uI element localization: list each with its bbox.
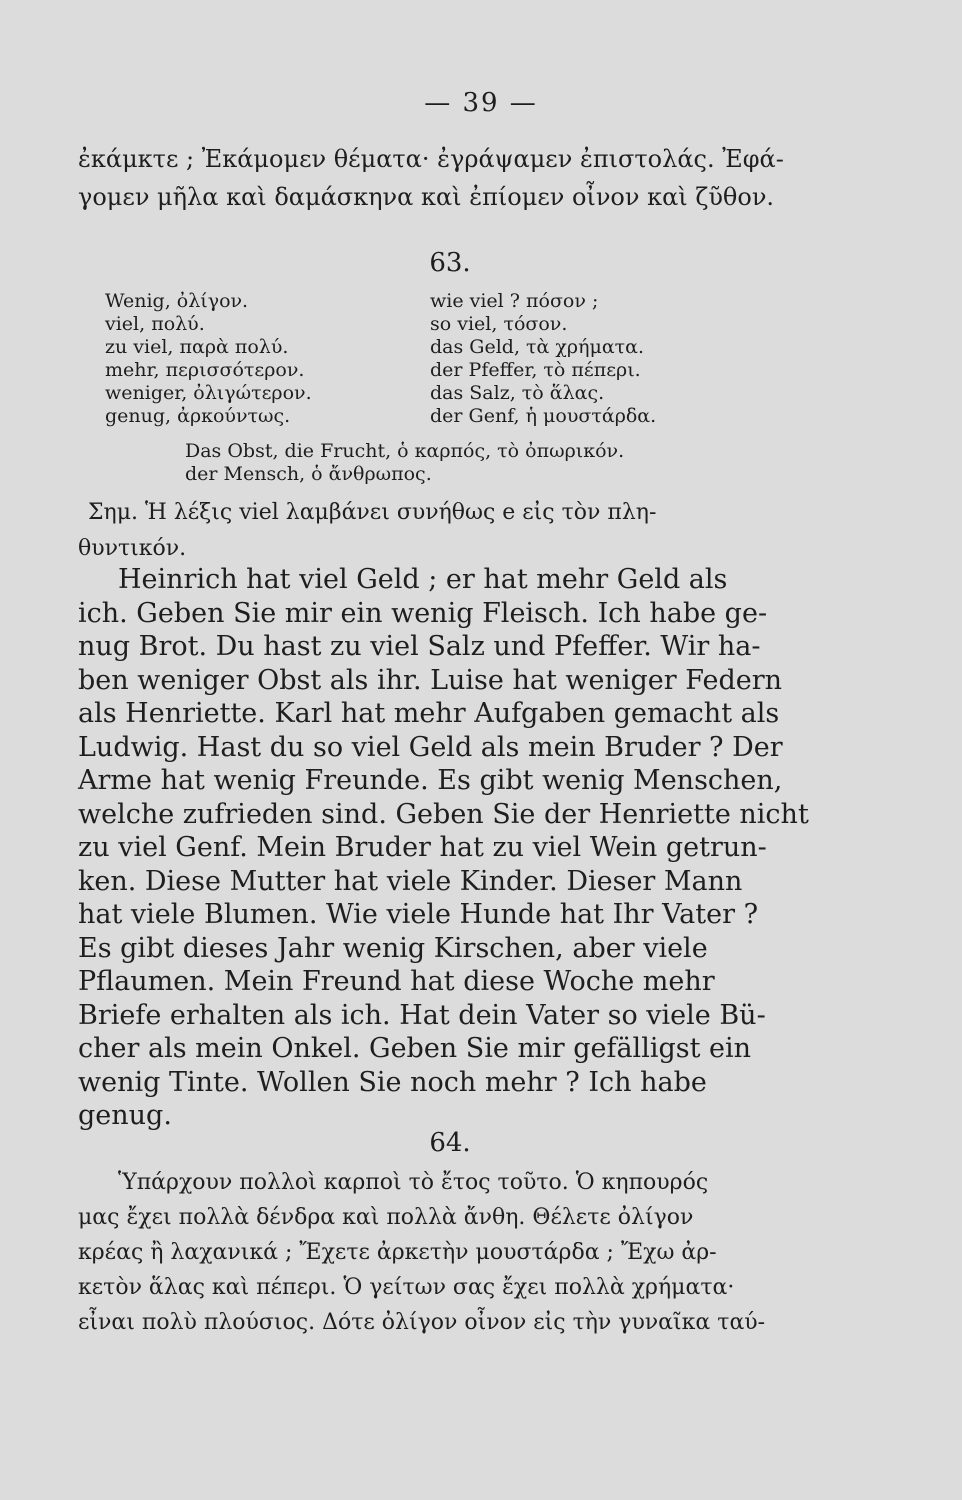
text-line: zu viel Genf. Mein Bruder hat zu viel Wein getrun- [78,832,767,863]
vocab-item: wie viel ? πόσον ; [430,290,599,312]
text-line: ἐκάμκτε ; Ἐκάμομεν θέματα· ἐγράψαμεν ἐπιστολάς. Ἐφά- [78,145,784,173]
vocab-item: das Salz, τὸ ἅλας. [430,382,605,404]
text-line: Ludwig. Hast du so viel Geld als mein Bruder ? Der [78,731,783,763]
vocab-item: mehr, περισσότερον. [105,359,305,381]
text-line: ken. Diese Mutter hat viele Kinder. Dieser Mann [78,865,743,897]
text-line: εἶναι πολὺ πλούσιος. Δότε ὀλίγον οἶνον εἰς τὴν γυναῖκα ταύ- [78,1310,766,1335]
intro-paragraph [78,140,813,216]
text-line: Briefe erhalten als ich. Hat dein Vater so viele Bü- [78,999,766,1031]
vocab-item: der Pfeffer, τὸ πέπερι. [430,359,641,381]
text-line: als Henriette. Karl hat mehr Aufgaben gemacht als [78,698,780,729]
vocab-item: viel, πολύ. [105,313,205,335]
text-line: ben weniger Obst als ihr. Luise hat weniger Federn [78,664,783,696]
text-line: Es gibt dieses Jahr wenig Kirschen, aber viele [78,932,708,964]
vocab-item: zu viel, παρὰ πολύ. [105,336,289,358]
vocab-item: weniger, ὀλιγώτερον. [105,382,312,404]
text-line: genug. [78,1100,172,1131]
vocab-column-left [105,290,312,428]
vocab-column-right [430,290,656,428]
greek-exercise [78,1165,813,1340]
text-line: κρέας ἢ λαχανικά ; Ἔχετε ἀρκετὴν μουστάρδα ; Ἔχω ἀρ- [78,1240,717,1265]
text-line: Σημ. Ἡ λέξις viel λαμβάνει συνήθως e εἰς τὸν πλη- [88,500,657,525]
vocab-item: das Geld, τὰ χρήματα. [430,336,645,358]
german-exercise [78,563,813,1133]
text-line: wenig Tinte. Wollen Sie noch mehr ? Ich habe [78,1066,707,1098]
text-line: hat viele Blumen. Wie viele Hunde hat Ihr Vater ? [78,899,759,930]
text-line: nug Brot. Du hast zu viel Salz und Pfeffer. Wir ha- [78,631,761,662]
section-number-63: 63. [429,248,471,278]
grammar-note [78,495,813,567]
text-line: cher als mein Onkel. Geben Sie mir gefälligst ein [78,1033,752,1064]
text-line: Arme hat wenig Freunde. Es gibt wenig Menschen, [78,765,783,796]
text-line: Pflaumen. Mein Freund hat diese Woche mehr [78,966,715,997]
vocab-item: der Genf, ἡ μουστάρδα. [430,405,657,427]
section-number-64: 64. [429,1128,471,1158]
text-line: γομεν μῆλα καὶ δαμάσκηνα καὶ ἐπίομεν οἶνον καὶ ζῦθον. [78,183,775,211]
vocab-item: so viel, τόσον. [430,313,568,335]
vocab-item: genug, ἀρκούντως. [105,405,291,427]
text-line: θυντικόν. [78,536,187,561]
vocab-item-full: Das Obst, die Frucht, ὁ καρπός, τὸ ὀπωρικόν. [185,440,625,462]
text-line: κετὸν ἅλας καὶ πέπερι. Ὁ γείτων σας ἔχει πολλὰ χρήματα· [78,1275,735,1300]
page-number: — 39 — [424,88,538,118]
vocab-item-full: der Mensch, ὁ ἄνθρωπος. [185,463,432,485]
text-line: Ὑπάρχουν πολλοὶ καρποὶ τὸ ἔτος τοῦτο. Ὁ κηπουρός [118,1170,709,1195]
text-line: Heinrich hat viel Geld ; er hat mehr Geld als [118,564,728,595]
text-line: μας ἔχει πολλὰ δένδρα καὶ πολλὰ ἄνθη. Θέλετε ὀλίγον [78,1205,694,1230]
text-line: ich. Geben Sie mir ein wenig Fleisch. Ich habe ge- [78,597,768,629]
vocab-item: Wenig, ὀλίγον. [105,290,249,312]
text-line: welche zufrieden sind. Geben Sie der Henriette nicht [78,798,809,830]
